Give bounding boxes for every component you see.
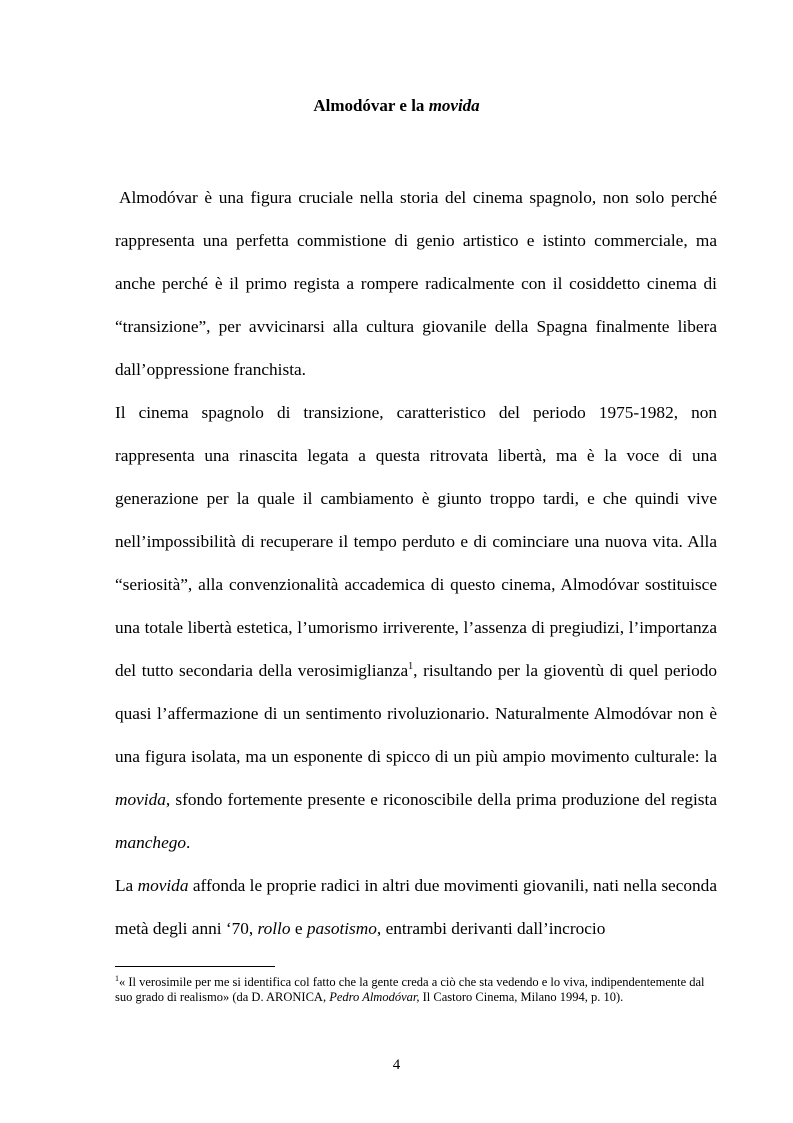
text-run: .: [186, 833, 191, 852]
text-run: , entrambi derivanti dall’incrocio: [376, 919, 606, 938]
body-text: [115, 176, 717, 950]
text-run: La: [115, 876, 138, 895]
title-text: Almodóvar e la: [313, 96, 429, 115]
page-title: [0, 96, 793, 116]
italic-text: pasotismo: [306, 919, 377, 938]
italic-text: Pedro Almodóvar,: [329, 990, 420, 1004]
footnote-divider: [115, 966, 275, 967]
italic-text: rollo: [257, 919, 291, 938]
italic-text: movida: [115, 790, 166, 809]
text-run: e: [290, 919, 307, 938]
paragraph-3: [115, 864, 717, 950]
text-run: Il cinema spagnolo di transizione, caratteristico del periodo 1975-1982, non rappresenta una rinascita legata a questa ritrovata libertà, ma è la voce di una generazione per la quale il cambiamento è giunto troppo tardi, e che quindi vive nell’impossibilità di recuperare il tempo perduto e di cominciare una nuova vita. Alla “seriosità”, alla convenzionalità accademica di questo cinema, Almodóvar sostituisce una totale libertà estetica, l’umorismo irriverente, l’assenza di pregiudizi, l’importanza del tutto secondaria della verosimiglianza: [115, 403, 717, 680]
text-run: Almodóvar è una figura cruciale nella storia del cinema spagnolo, non solo perché rappresenta una perfetta commistione di genio artistico e istinto commerciale, ma anche perché è il primo regista a rompere radicalmente con il cosiddetto cinema di “transizione”, per avvicinarsi alla cultura giovanile della Spagna finalmente libera dall’oppressione franchista.: [115, 188, 717, 379]
italic-text: movida: [137, 876, 189, 895]
title-italic-word: movida: [428, 96, 480, 115]
text-run: , risultando per la gioventù di quel periodo quasi l’affermazione di un sentimento rivoluzionario. Naturalmente Almodóvar non è una figura isolata, ma un esponente di spicco di un più ampio movimento culturale: la: [115, 661, 717, 766]
text-run: Il Castoro Cinema, Milano 1994, p. 10).: [419, 990, 624, 1004]
paragraph-2: [115, 391, 717, 864]
text-run: affonda le proprie radici in altri due movimenti giovanili, nati nella seconda metà degli anni ‘70,: [115, 876, 717, 938]
footnote: [115, 975, 725, 1005]
paragraph-1: [115, 176, 717, 391]
footnote-marker: 1: [115, 973, 119, 983]
footnote-marker: 1: [408, 661, 414, 673]
italic-text: manchego: [115, 833, 187, 852]
page-number: 4: [392, 1057, 401, 1073]
text-run: , sfondo fortemente presente e riconoscibile della prima produzione del regista: [165, 790, 717, 809]
text-run: « Il verosimile per me si identifica col fatto che la gente creda a ciò che sta vedendo e lo viva, indipendentemente dal suo grado di realismo» (da D. ARONICA,: [115, 975, 705, 1004]
